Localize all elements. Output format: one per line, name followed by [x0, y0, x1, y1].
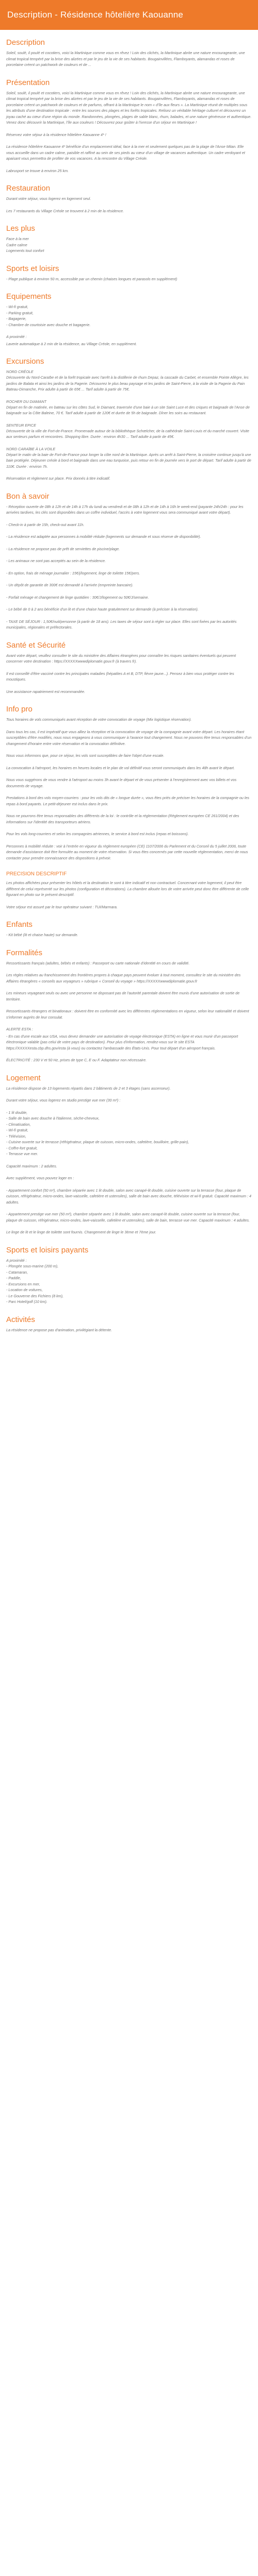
excursion-name: ROCHER DU DIAMANT: [6, 399, 46, 404]
precision-text: Les photos affichées pour présenter les hôtels et la destination le sont à titre indicatif et non contractuel. Concernant votre logement, il peut être différent de celui représenté sur les photos (configuration et décorations). La chambre allouée lors de votre arrivée peut donc être différente de celle figurant en photo sur le présent descriptif.: [6, 880, 249, 897]
excursion-name: SENTEUR EPICE: [6, 422, 36, 428]
list-item: - 1 lit double,: [6, 1110, 28, 1115]
formalites-text: Ressortissants étrangers et binationaux : doivent être en conformité avec les différentes réglementations en vigueur, selon leur nationalité et doivent s'informer auprès de leur consulat.: [6, 1009, 249, 1020]
bonasavoir-text: - Un dépôt de garantie de 300€ est demandé à l'arrivée (empreinte bancaire).: [6, 583, 134, 587]
list-item: - Coffre-fort gratuit,: [6, 1145, 38, 1150]
list-item: - Cuisine ouverte sur le terrasse (réfrigérateur, plaque de cuisson, micro-ondes, cafetière, bouilloire, grille-pain),: [6, 1140, 189, 1144]
list-item: A proximité :: [6, 1258, 27, 1263]
bonasavoir-text: - Check-in à partir de 15h, check-out avant 11h.: [6, 522, 85, 527]
formalites-text: ALERTE ESTA :: [6, 1027, 33, 1031]
formalites-text: - En cas d'une escale aux USA, vous devez demander une autorisation de voyage électronique (ESTA) en ligne et vous munir d'un passeport électronique valable (pas celui de votre pays de destination). Pour plus d'information, rendez-vous sur le site ESTA https://XXXXXesta.cbp.dhs.gov/esta (à vous) ou contactez l'ambassade des États-Unis. Pour tout départ d'un aéroport français.: [6, 1033, 238, 1050]
section-title-lesplus: Les plus: [6, 224, 35, 233]
excursion-name: NORD CRÉOLE: [6, 369, 34, 374]
list-item: - Le Gouverne des Fichiers (8 km),: [6, 1293, 64, 1298]
logement-text: - Appartement prestige vue mer (50 m²), chambre séparée avec 1 lit double, salon avec canapé-lit double, cuisine ouverte sur la terrasse (four, plaque de cuisson, réfrigérateur, micro-ondes, lave-vaisselle, cafetière et ustensiles), salle de bain, terrasse vue mer. Capacité maximum : 4 adultes.: [6, 1212, 250, 1223]
formalites-text: Les mineurs voyageant seuls ou avec une personne ne disposant pas de l'autorité parentale doivent être munis d'une autorisation de sortie de territoire.: [6, 991, 240, 1002]
excursion-text: Départ le matin de la baie de Fort-de-France pour longer la côte nord de la Martinique. Après un arrêt à Saint-Pierre, la croisière continue jusqu'à une baie protégée. Déjeuner créole à bord et baignade dans une eau turquoise, puis retour en fin de journée vers le port de départ. Tarif adulte à partir de 110€. Durée : environ 7h.: [6, 452, 251, 469]
excursion-text: Départ en fin de matinée, en bateau sur les côtes Sud, le Diamant, traversée d'une baie à un site Saint Luce et des criques et baignade de l'Anse de baignade sur la Côte Baleine, 70 €. Tarif adulte à partir de 120€ et durée de 5h de baignade. Dîner les soirs au restaurant.: [6, 404, 250, 415]
list-item: - Wi-fi gratuit,: [6, 304, 28, 309]
list-item: - Wi-fi gratuit,: [6, 1128, 28, 1132]
sports-list: [6, 276, 252, 282]
lesplus-list: [6, 236, 252, 254]
description-text: Soleil, soulé, il poulé et cocotiers, voici la Martinique comme vous en rêvez ! Loin des clichés, la Martinique abrite une nature encourageante, une climat tropical tempéré par la brise des alizées et par le jeu de la vie de ses habitants. Bougainvillées, Flamboyants, alamandas et roses de porcelaine créent un patchwork de couleurs et de ...: [6, 50, 245, 67]
section-title-enfants: Enfants: [6, 920, 33, 929]
section-title-sante: Santé et Sécurité: [6, 640, 66, 650]
logement-text: Avec supplément, vous pouvez loger en :: [6, 1176, 74, 1180]
section-title-activites: Activités: [6, 1315, 35, 1324]
sante-text: Avant votre départ, veuillez consulter le site du ministère des Affaires étrangères pour connaître les risques sanitaires éventuels qui peuvent concerner votre destination : https://XXXXXwwwdiplomatie.gouv.fr (à travers fr).: [6, 653, 236, 664]
excursion-block: [6, 399, 252, 416]
section-title-restauration: Restauration: [6, 184, 51, 193]
section-title-logement: Logement: [6, 1073, 41, 1082]
list-item: - Climatisation,: [6, 1122, 31, 1127]
enfants-text: - Kit bébé (lit et chaise haute) sur demande.: [6, 933, 78, 937]
list-item: - Plongée sous-marine (200 m),: [6, 1264, 59, 1268]
list-item: - Plage publique à environ 50 m, accessible par un chemin (chaises longues et parasols en supplément): [6, 276, 178, 281]
infopro-text: La convocation à l'aéroport, les horaires en heures locales et le plan de vol définitif vous seront communiqués dans les 48h avant le départ.: [6, 765, 235, 770]
logement-text: La résidence dispose de 13 logements répartis dans 2 bâtiments de 2 et 3 étages (sans ascenseur).: [6, 1086, 171, 1091]
section-title-precision: PRECISION DESCRIPTIF: [6, 871, 67, 877]
bonasavoir-text: - La résidence ne propose pas de prêt de serviettes de piscine/plage.: [6, 546, 120, 551]
bonasavoir-text: - Les animaux ne sont pas acceptés au sein de la résidence.: [6, 558, 106, 563]
excursion-block: [6, 422, 252, 440]
bonasavoir-text: - Réception ouverte de 08h à 12h et de 14h à 17h du lundi au vendredi et de 08h à 12h et de 14h à 16h le week-end (payante 24h/24h : pour les arrivées tardives, les clés sont disponibles dans un coffre individuel, l'accès à votre logement vous sera communiqué avant votre départ).: [6, 504, 244, 515]
infopro-text: Nous vous informons que, pour ce séjour, les vols sont susceptibles de faire l'objet d'une escale.: [6, 753, 165, 758]
list-item: - Parking gratuit,: [6, 310, 34, 315]
infopro-text: Prestations à bord des vols moyen-courriers : pour les vols dits de « longue durée », vous êtes priés de préciser les horaires de la compagnie ou les repas à bord payants. Le petit-déjeuner est inclus dans le prix.: [6, 795, 250, 806]
logement-text: Durant votre séjour, vous logerez en studio prestige vue mer (30 m²) :: [6, 1098, 121, 1103]
excursion-text: Découverte du Nord-Caraïbe et de la forêt tropicale avec l'arrêt à la distillerie de rhum Depaz, la cascade du Carbet, et ensemble Pointe Allègre, les jardins de Balata et ainsi les jardins de la Pagerie. Découvrez le plus beau paysage et les jardins de Saint-Pierre, à la visite de la Pagerie du Pain Bateau-Dimanche, Prix adulte à partir de 65€ ... Tarif adulte à partir de 75€.: [6, 375, 249, 392]
infopro-text: Tous horaires de vols communiqués avant réception de votre convocation de voyage (Mix logistique réservation).: [6, 717, 192, 722]
restauration-text: Les 7 restaurants du Village Créole se trouvent à 2 min de la résidence.: [6, 208, 124, 213]
sportsloisirs-list: [6, 1258, 252, 1305]
excursion-text: Découverte de la ville de Fort-de-France. Promenade autour de la bibliothèque Schœlcher, de la cathédrale Saint-Louis et du marché couvert. Visite aux senteurs parfum et rencontres. Shopping libre. Durée : environ 4h30 ... Tarif adulte à partir de 45€.: [6, 428, 249, 439]
list-item: - Terrasse vue mer.: [6, 1151, 38, 1156]
section-title-sports: Sports et loisirs: [6, 264, 59, 273]
bonasavoir-text: - Le bébé de 0 à 2 ans bénéficie d'un lit et d'une chaise haute gratuitement sur demande (à préciser à la réservation).: [6, 607, 199, 612]
logement-text: Le linge de lit et le linge de toilette sont fournis. Changement de linge le 3ème et 7ème jour.: [6, 1230, 157, 1234]
precision-text: Votre séjour est assuré par le tour opérateur suivant : TUI/Marmara.: [6, 904, 118, 909]
section-title-sportsloisirs: Sports et loisirs payants: [6, 1245, 89, 1255]
page-header: [0, 0, 258, 30]
equipements-extra: A proximité :: [6, 334, 27, 339]
presentation-text: Réservez votre séjour à la résidence hôtelière Kaouanne 4* !: [6, 132, 106, 137]
formalites-text: Ressortissants français (adultes, bébés et enfants) : Passeport ou carte nationale d'identité en cours de validité.: [6, 960, 190, 965]
presentation-text: Soleil, soulé, il poulé et cocotiers, voici la Martinique comme vous en rêvez ! Loin des clichés, la Martinique abrite une nature encourageante, une climat tropical tempéré par la brise des alizées et par le jeu de la vie de ses habitants. Bougainvillées, Flamboyants, alamandas et roses de porcelaine créent un patchwork de couleurs et de parfums, offrant à la Martinique le nom « d'île aux fleurs ». La Martinique réunit de multiples sous les attributs d'une destination tropicale : entre les sources des plages et les forêts tropicales. Relisez un véritable héritage culturel et découvrez un joyau caché au cœur d'une région du monde. Randonnées, plongées, plages de sable blanc, rhum, balades, et une nature généreuse et authentique. Venez donc découvrir la Martinique, l'île aux couleurs ! Découvrez pour goûter à l'ivresse d'un séjour en Martinique !: [6, 90, 252, 125]
section-title-infopro: Info pro: [6, 705, 33, 714]
infopro-text: Personnes à mobilité réduite : voir à l'entrée en vigueur du règlement européen (CE) 1107/2006 du Parlement et du Conseil du 5 juillet 2006, toute demande d'assistance doit être formulée au moment de votre réservation. Si vous êtes concernés par cette nouvelle réglementation, merci de nous contacter pour prendre connaissance des dispositions à prévoir.: [6, 843, 248, 860]
formalites-text: Les règles relatives au franchissement des frontières propres à chaque pays peuvent évoluer à tout moment, consultez le site du ministère des Affaires étrangères « conseils aux voyageurs » rubrique « Conseil du voyage » https://XXXXXwwwdiplomatie.gouv.fr: [6, 973, 241, 984]
excursion-name: NORD CARAÏBE À LA VOILE: [6, 446, 56, 451]
excursion-block: [6, 446, 252, 470]
bonasavoir-text: - Forfait ménage et changement de linge quotidien : 30€/J/logement ou 50€/J/semaine.: [6, 595, 149, 600]
section-title-formalites: Formalités: [6, 948, 43, 957]
section-title-equipements: Equipements: [6, 292, 52, 301]
list-item: - Location de voitures,: [6, 1287, 43, 1292]
equipements-extra: Laverie automatique à 2 min de la résidence, au Village Créole, en supplément.: [6, 341, 137, 346]
list-item: - Excursions en mer,: [6, 1281, 40, 1286]
sante-text: Il est conseillé d'être vacciné contre les principales maladies (hépatites A et B, DTP, fièvre jaune...). Pensez à bien vous protéger contre les moustiques.: [6, 671, 234, 682]
infopro-text: Dans tous les cas, il est impératif que vous alliez la réception et la convocation de voyage de la compagnie avant votre départ. Les horaires étant susceptibles d'être modifiés, nous nous engageons à vous communiquer à l'avance tout changement. Nous ne pouvons être tenus responsables d'un changement d'horaire entre votre réservation et la convocation définitive.: [6, 729, 252, 746]
section-title-presentation: Présentation: [6, 78, 50, 87]
list-item: - Paddle,: [6, 1276, 21, 1280]
infopro-text: Nous ne pourrons être tenus responsables des différents de la loi : le contrôle et la réglementation (Règlement européen CE 261/2004) et des informations sur l'identité des transporteurs aériens.: [6, 814, 239, 824]
list-item: - Bagagerie,: [6, 316, 27, 321]
activites-text: La résidence ne propose pas d'animation, privilégiant la détente.: [6, 1327, 112, 1332]
list-item: Face à la mer: [6, 236, 29, 241]
sante-text: Une assistance rapatriement est recommandée.: [6, 689, 86, 694]
list-item: - Chambre de courtoisie avec douche et bagagerie.: [6, 322, 91, 327]
formalites-text: ÉLECTRICITÉ : 230 V et 50 Hz, prises de type C, E ou F. Adaptateur non nécessaire.: [6, 1058, 147, 1062]
logement-text: - Appartement confort (50 m²), chambre séparée avec 1 lit double, salon avec canapé-lit double, cuisine ouverte sur la terrasse (four, plaque de cuisson, réfrigérateur, micro-ondes, lave-vaisselle, cafetière et ustensiles), salle de bain avec douche, télévision et wi-fi gratuit. Capacité maximum : 4 adultes.: [6, 1188, 251, 1205]
list-item: - Parc Hotel/golf (10 km).: [6, 1299, 47, 1304]
restauration-text: Durant votre séjour, vous logerez en logement seul.: [6, 196, 91, 201]
bonasavoir-text: - La résidence est adaptée aux personnes à mobilité réduite (logements sur demande et sous réserve de disponibilité).: [6, 534, 201, 539]
excursion-block: [6, 369, 252, 393]
infopro-text: Nous vous suggérons de vous rendre à l'aéroport au moins 3h avant le départ et de vous présenter à l'enregistrement avec vos billets et vos documents de voyage.: [6, 777, 237, 788]
section-title-excursions: Excursions: [6, 357, 44, 366]
presentation-text: Labrusport se trouve à environ 25 km.: [6, 168, 69, 173]
list-item: - Télévision,: [6, 1133, 26, 1139]
page-title: Description - Résidence hôtelière Kaouanne: [7, 10, 184, 20]
bonasavoir-text: - TAXE DE SÉJOUR : 1,50€/nuit/personne (à partir de 18 ans). Les taxes de séjour sont à régler sur place. Elles sont fixées par les autorités municipales, régionales et préfectorales.: [6, 619, 237, 630]
list-item: Logements tout confort: [6, 248, 44, 253]
infopro-text: Pour les vols long-courriers et selon les compagnies aériennes, le service à bord est inclus (repas et boissons).: [6, 832, 189, 836]
excursions-note: Réservation et règlement sur place. Prix donnés à titre indicatif.: [6, 476, 110, 481]
presentation-text: La résidence hôtelière Kaouanne 4* bénéficie d'un emplacement idéal, face à la mer et seulement quelques pas de la plage de l'Anse Mitan. Elle vous accueille dans un cadre calme, paisible et raffiné au sein de ses pieds au cœur d'un village de vacances authentique. Un cadre verdoyant et apaisant vous permettra de profiter de vos vacances. A la rencontre du Village Créole.: [6, 144, 245, 161]
bonasavoir-text: - En option, frais de ménage journalier : 15€/j/logement, linge de toilette 15€/pers.: [6, 570, 140, 575]
logement-list: [6, 1110, 252, 1157]
content: [0, 30, 258, 1333]
logement-text: Capacité maximum : 2 adultes.: [6, 1163, 57, 1168]
section-title-bonasavoir: Bon à savoir: [6, 492, 50, 501]
list-item: Cadre calme: [6, 242, 27, 247]
list-item: - Salle de bain avec douche à l'italienne, sèche-cheveux,: [6, 1116, 100, 1121]
equipements-list: [6, 304, 252, 328]
section-title-description: Description: [6, 38, 45, 47]
list-item: - Catamaran,: [6, 1269, 28, 1275]
